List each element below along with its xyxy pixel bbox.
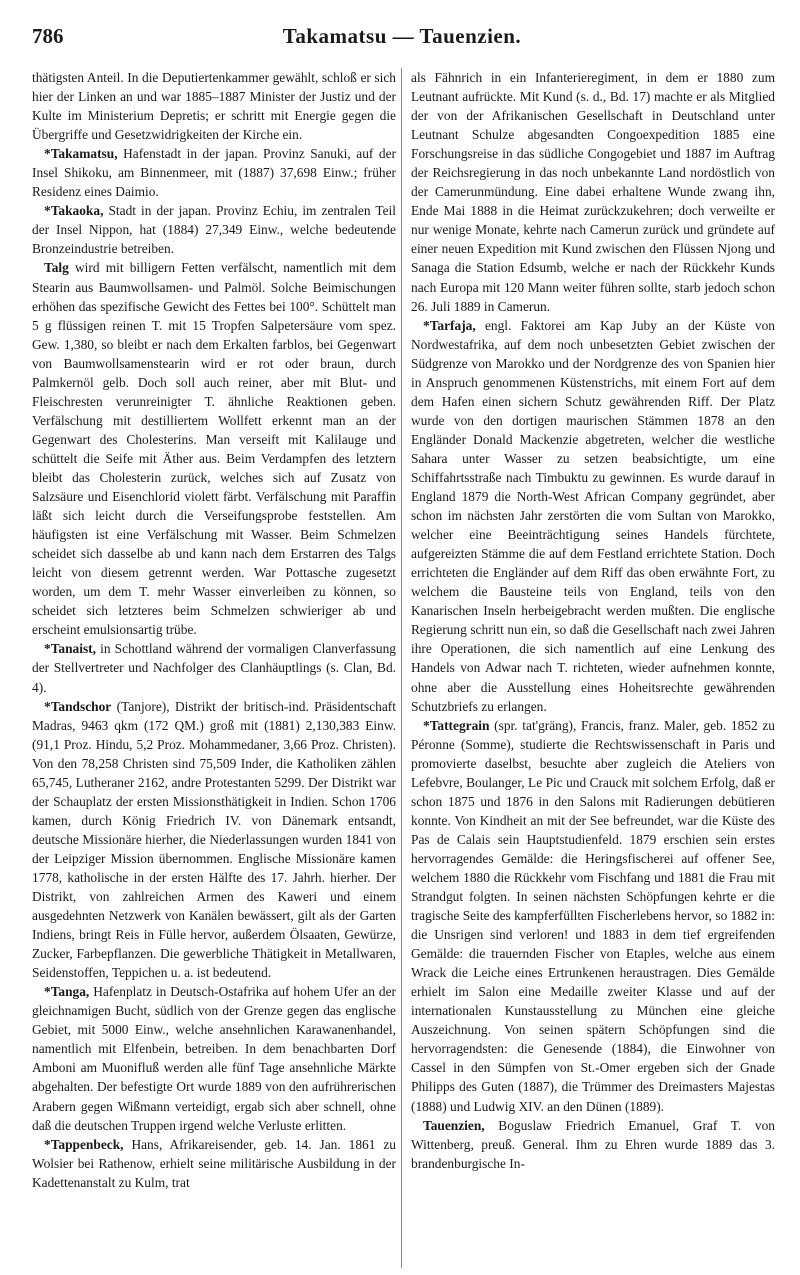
headword: *Tanga,: [44, 984, 90, 1000]
entry-tauenzien: Tauenzien, Boguslaw Friedrich Emanuel, Graf T. von Wittenberg, preuß. General. Ihm zu Ehren wurde 1889 das 3. brandenburgische In-: [411, 1117, 775, 1171]
running-head: Takamatsu — Tauenzien.: [282, 24, 522, 48]
continued-paragraph: thätigsten Anteil. In die Deputiertenkammer gewählt, schloß er sich hier der Linken an und war 1885–1887 Minister der Justiz und der Kulte im Ministerium Depretis; er schritt mit Energie gegen die Übergriffe und Gesetzwidrigkeiten der Kirche ein.: [32, 70, 396, 143]
entry-tandschor: *Tandschor (Tanjore), Distrikt der britisch-ind. Präsidentschaft Madras, 9463 qkm (172 QM.) groß mit (1881) 2,130,383 Einw. (91,1 Proz. Hindu, 5,2 Proz. Mohammedaner, 3,66 Proz. Christen). Von den 78,258 Christen sind 75,509 Inder, die Katholiken zählen 65,745, Lutheraner 2162, andre Protestanten 5299. Der Distrikt war der Schauplatz der ersten Missionsthätigkeit in Indien. Schon 1706 kamen, durch König Friedrich IV. von Dänemark entsandt, deutsche Missionäre hierher, die Niederlassungen wurden 1841 von der Leipziger Mission übernommen. Englische Missionäre kamen 1778, katholische in der ersten Hälfte des 17. Jahrh. hierher. Der Distrikt, von zahlreichen Armen des Kaweri und einem ausgedehnten Netzwerk von Kanälen bewässert, gilt als der Garten Indiens, bringt Reis in Fülle hervor, außerdem Ölsaaten, Gewürze, Zucker, Farbepflanzen. Die gewerbliche Thätigkeit in Metallwaren, Seidenstoffen, Teppichen u. a. ist bedeutend.: [32, 698, 396, 981]
headword: *Tanaist,: [44, 641, 96, 657]
right-column: [411, 68, 775, 1173]
headword: *Tarfaja,: [423, 317, 476, 333]
entry-tattegrain: *Tattegrain (spr. tat'gräng), Francis, franz. Maler, geb. 1852 zu Péronne (Somme), studierte die Rechtswissenschaft in Paris und promovierte daselbst, besuchte aber zugleich die Ateliers von Lefebvre, Boulanger, Le Pic und Crauck mit solchem Erfolg, daß er schon 1875 und 1876 in den Salons mit Radierungen debütieren konnte. Von Kindheit an mit der See befreundet, war die Küste des Pas de Calais sein Hauptstudienfeld. 1879 erschien sein erstes hervorragendes Gemälde: die Heringsfischerei auf offener See, welchem 1880 die Rückkehr vom Fischfang und 1881 die Frau mit Strandgut folgten. In seinen nächsten Schöpfungen kehrte er die tragische Seite des kampferfüllten Fischerlebens hervor, so 1882 in: die Unsrigen sind verloren! und 1883 in dem tief ergreifenden Gemälde: die trauernden Fischer von Etaples, welche aus einem Wrack die Leiche eines Ertrunkenen heraustragen. Dies Gemälde erhielt im Salon eine Medaille zweiter Klasse und auf der internationalen Kunstausstellung zu München eine gleiche Auszeichnung. Von seinen spätern Schöpfungen sind die hervorragendsten: die Genesende (1884), die Einwohner von Cassel in den Sümpfen von St.-Omer ergeben sich der Gnade Philipps des Guten (1887), die Trümmer des Dreimasters Majestas (1888) und Ludwig XIV. an den Dünen (1889).: [411, 717, 775, 1114]
entry-takaoka: *Takaoka, Stadt in der japan. Provinz Echiu, im zentralen Teil der Insel Nippon, hat (1884) 27,349 Einw., welche bedeutende Bronzeindustrie betreiben.: [32, 203, 396, 257]
column-divider: [401, 68, 402, 1268]
page-number: 786: [32, 24, 64, 48]
entry-takamatsu: *Takamatsu, Hafenstadt in der japan. Provinz Sanuki, auf der Insel Shikoku, am Binnenmeer, mit (1887) 37,698 Einw.; früher Residenz eines Daimio.: [32, 146, 396, 200]
continued-paragraph: als Fähnrich in ein Infanterieregiment, in dem er 1880 zum Leutnant aufrückte. Mit Kund (s. d., Bd. 17) machte er als Mitglied der von der Afrikanischen Gesellschaft in Deutschland unter Leutnant Schulze abgesandten Congoexpedition 1885 eine Forschungsreise in das südliche Congogebiet und 1887 im Auftrag der Reichsregierung in das noch unbekannte Land nordöstlich von der Camerunmündung. Eine dabei erhaltene Wunde zwang ihn, Ende Mai 1888 in die Heimat zurückzukehren; doch verweilte er nur wenige Monate, kehrte nach Camerun zurück und gründete auf einer neuen Expedition mit Kund zwischen den Flüssen Njong und Sanaga die Station Edsumb, welche er nach der Rückkehr Kunds nach Europa mit 120 Mann weiter führen sollte, starb jedoch schon 26. Juli 1889 in Camerun.: [411, 70, 775, 314]
entry-tarfaja: *Tarfaja, engl. Faktorei am Kap Juby an der Küste von Nordwestafrika, auf dem noch unbesetzten Gebiet zwischen der Südgrenze von Marokko und der Nordgrenze des von Spanien hier in Anspruch genommenen Küstenstrichs, mit einem Fort auf dem dem Hafen einen sichern Schutz gewährenden Riff. Der Platz wurde von den dortigen maurischen Stämmen 1878 an den Engländer Donald Mackenzie abgetreten, welcher die westliche Sahara unter Wasser zu setzen beabsichtigte, um eine Schiffahrtsstraße nach Timbuktu zu gewinnen. Es wurde darauf in England 1879 die North-West African Company gegründet, aber schon im nächsten Jahr zerstörten die vom Sultan von Marokko, welcher eine Beeinträchtigung seines Handels fürchtete, aufgereizten Stämme die auf dem Festland errichtete Station. Doch errichteten die Engländer auf dem Riff das oben erwähnte Fort, zu welchem die Bausteine teils von England, teils von den Kanarischen Inseln herbeigebracht werden mußten. Die englische Regierung schritt nun ein, so daß die Gesellschaft nach zwei Jahren ihre Operationen, die sich namentlich auf eine Lenkung des Handels von Adwar nach T. richteten, wieder aufnehmen konnte, ohne aber die Ausstellung eines Hoheitsrechte gewährenden Schutzbriefs zu erlangen.: [411, 317, 775, 714]
headword: *Tattegrain: [423, 717, 490, 733]
entry-tappenbeck: *Tappenbeck, Hans, Afrikareisender, geb. 14. Jan. 1861 zu Wolsier bei Rathenow, erhielt seine militärische Ausbildung in der Kadettenanstalt zu Kulm, trat: [32, 1136, 396, 1190]
headword: *Tappenbeck,: [44, 1136, 124, 1152]
headword: *Takamatsu,: [44, 146, 118, 162]
headword: Talg: [44, 260, 69, 276]
headword: Tauenzien,: [423, 1117, 485, 1133]
page-header: [32, 24, 772, 56]
left-column: [32, 68, 396, 1192]
entry-tanga: *Tanga, Hafenplatz in Deutsch-Ostafrika auf hohem Ufer an der gleichnamigen Bucht, südlich von der Grenze gegen das englische Gebiet, mit 5000 Einw., welche ansehnlichen Karawanenhandel, namentlich mit Elfenbein, betreiben. In dem benachbarten Dorf Amboni am Muonifluß werden alle fünf Tage ansehnliche Märkte abgehalten. Der befestigte Ort wurde 1889 von den aufrührerischen Arabern gegen Wißmann verteidigt, ergab sich aber schnell, ohne daß die deutschen Truppen irgend welche Verluste erlitten.: [32, 984, 396, 1133]
headword: *Takaoka,: [44, 203, 104, 219]
headword: *Tandschor: [44, 698, 112, 714]
entry-tanaist: *Tanaist, in Schottland während der vormaligen Clanverfassung der Stellvertreter und Nachfolger des Clanhäuptlings (s. Clan, Bd. 4).: [32, 641, 396, 695]
entry-talg: Talg wird mit billigern Fetten verfälscht, namentlich mit dem Stearin aus Baumwollsamen- und Palmöl. Solche Beimischungen erhöhen das spezifische Gewicht des Fettes bei 100°. Schüttelt man 5 g flüssigen reinen T. mit 15 Tropfen Salpetersäure vom spez. Gew. 1,380, so bleibt er nach dem Erkalten farblos, bei Gegenwart von Baumwollsamenstearin wird er rot oder braun, durch Palmkernöl gelb. Doch soll auch reiner, aber mit Blut- und Fleischresten verunreinigter T. ähnliche Reaktionen geben. Verfälschung mit destilliertem Wollfett erkennt man an der Gegenwart des Cholesterins. Man verseift mit Kalilauge und schüttelt die Seife mit Äther aus. Beim Verdampfen des letztern bleibt das Cholesterin zurück, welches sich auf Zusatz von Salzsäure und Eisenchlorid violett färbt. Verfälschung mit Paraffin läßt sich leicht durch die Verseifungsprobe feststellen. Am häufigsten ist eine Verfälschung mit Wasser. Beim Schmelzen scheidet sich dasselbe ab und kann nach dem Erstarren des Talgs leicht von diesem getrennt werden. War Pottasche zugesetzt worden, um dem T. mehr Wasser einverleiben zu können, so scheidet sich letzteres beim Schmelzen schwieriger ab und erscheint emulsionsartig trübe.: [32, 260, 396, 638]
